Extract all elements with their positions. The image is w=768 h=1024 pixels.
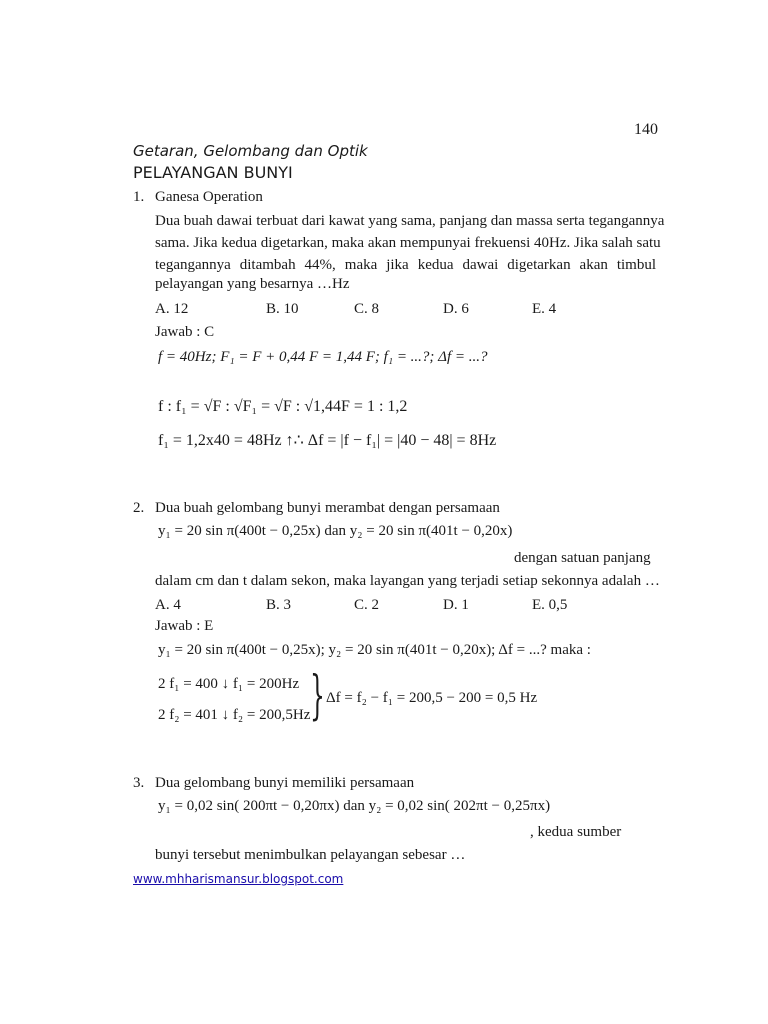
q1-text-line: pelayangan yang besarnya …Hz bbox=[155, 276, 350, 292]
q2-continuation: dalam cm dan t dalam sekon, maka layangan yang terjadi setiap sekonnya adalah … bbox=[155, 573, 660, 589]
q1-equation-ratio: f : f₁ = √F : √F₁ = √F : √1,44F = 1 : 1,2 bbox=[158, 398, 408, 415]
q2-continuation-right: dengan satuan panjang bbox=[514, 550, 651, 566]
q2-intro: Dua buah gelombang bunyi merambat dengan persamaan bbox=[155, 500, 500, 516]
q2-option-b: B. 3 bbox=[266, 597, 292, 613]
q3-intro: Dua gelombang bunyi memiliki persamaan bbox=[155, 775, 415, 791]
q1-text-line: Dua buah dawai terbuat dari kawat yang sama, panjang dan massa serta tegangannya bbox=[155, 213, 665, 229]
q2-option-d: D. 1 bbox=[443, 597, 469, 613]
right-brace-icon: } bbox=[310, 666, 325, 726]
q1-source: Ganesa Operation bbox=[155, 189, 263, 205]
q1-option-e: E. 4 bbox=[532, 301, 557, 317]
q1-option-b: B. 10 bbox=[266, 301, 299, 317]
q1-option-a: A. 12 bbox=[155, 301, 189, 317]
section-title: PELAYANGAN BUNYI bbox=[133, 163, 293, 182]
q1-option-d: D. 6 bbox=[443, 301, 469, 317]
q2-number: 2. bbox=[133, 500, 145, 516]
q1-equation-result: f₁ = 1,2x40 = 48Hz ↑∴ Δf = |f − f₁| = |40 − 48| = 8Hz bbox=[158, 432, 497, 449]
q2-equation: y₁ = 20 sin π(400t − 0,25x) dan y₂ = 20 sin π(401t − 0,20x) bbox=[158, 523, 513, 539]
q2-option-e: E. 0,5 bbox=[532, 597, 568, 613]
q3-number: 3. bbox=[133, 775, 145, 791]
q2-answer: Jawab : E bbox=[155, 618, 214, 634]
footer-blog-link[interactable]: www.mhharismansur.blogspot.com bbox=[133, 872, 344, 886]
q3-continuation: bunyi tersebut menimbulkan pelayangan sebesar … bbox=[155, 847, 466, 863]
q2-equation-given: y₁ = 20 sin π(400t − 0,25x); y₂ = 20 sin π(401t − 0,20x); Δf = ...? maka : bbox=[158, 642, 591, 658]
q2-option-a: A. 4 bbox=[155, 597, 181, 613]
q1-text-line: sama. Jika kedua digetarkan, maka akan mempunyai frekuensi 40Hz. Jika salah satu bbox=[155, 235, 661, 251]
q2-option-c: C. 2 bbox=[354, 597, 380, 613]
q2-equation-f2: 2 f₂ = 401 ↓ f₂ = 200,5Hz bbox=[158, 707, 311, 723]
q2-equation-delta: Δf = f₂ − f₁ = 200,5 − 200 = 0,5 Hz bbox=[326, 690, 538, 706]
q1-text-line: tegangannya ditambah 44%, maka jika kedua dawai digetarkan akan timbul bbox=[155, 257, 656, 273]
q2-equation-f1: 2 f₁ = 400 ↓ f₁ = 200Hz bbox=[158, 676, 300, 692]
page-number: 140 bbox=[634, 121, 658, 138]
q1-number: 1. bbox=[133, 189, 145, 205]
q3-continuation-right: , kedua sumber bbox=[530, 824, 622, 840]
q1-equation-given: f = 40Hz; F₁ = F + 0,44 F = 1,44 F; f₁ = ...?; Δf = ...? bbox=[158, 349, 488, 365]
q1-option-c: C. 8 bbox=[354, 301, 380, 317]
chapter-subtitle: Getaran, Gelombang dan Optik bbox=[133, 142, 368, 160]
q1-answer: Jawab : C bbox=[155, 324, 215, 340]
q3-equation: y₁ = 0,02 sin( 200πt − 0,20πx) dan y₂ = 0,02 sin( 202πt − 0,25πx) bbox=[158, 798, 551, 814]
